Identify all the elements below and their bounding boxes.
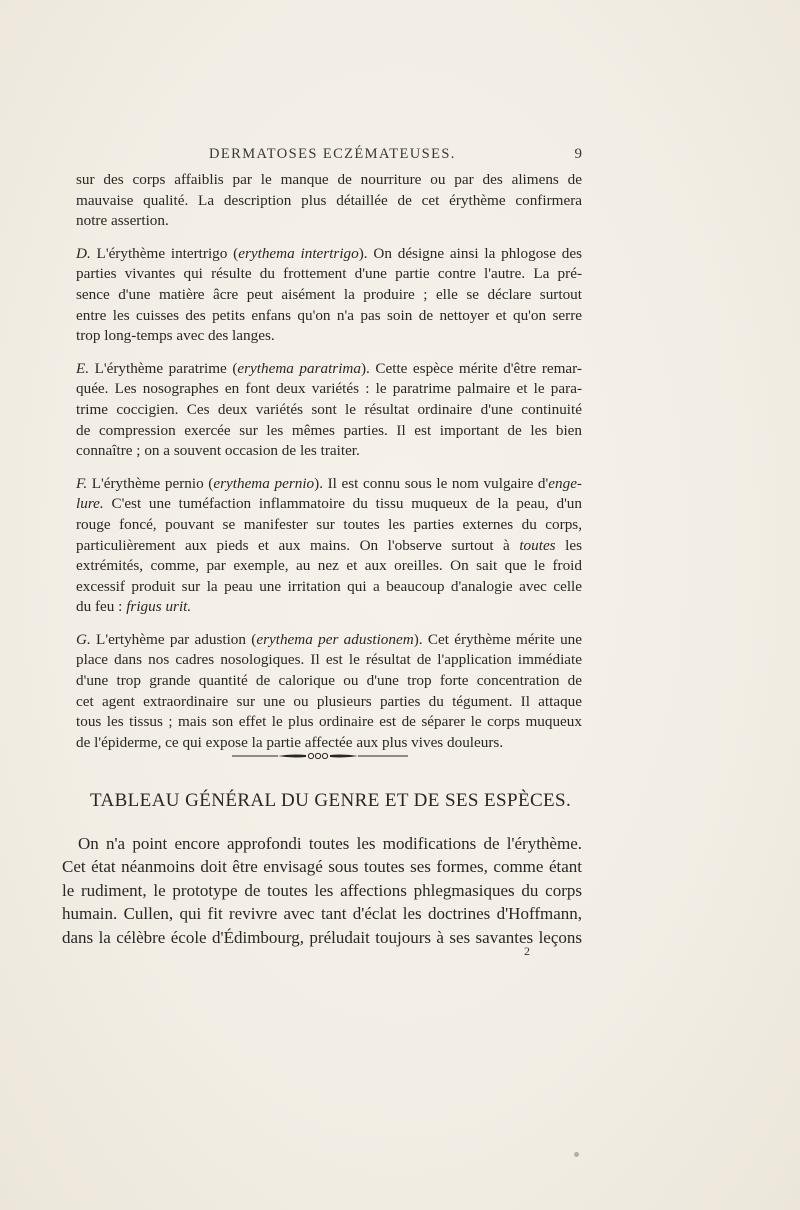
italic-run: erythema pernio [213,474,315,492]
italic-run: toutes [519,536,556,554]
text-line [76,285,582,306]
text-run: rouge foncé, pouvant se manifester sur toutes les parties externes du corps, [76,515,582,533]
paper-speck [574,1152,579,1157]
body-text [76,170,582,765]
section-body [62,832,582,949]
italic-run: E. [76,359,90,377]
text-run: de compression exercée sur les mêmes parties. Il est important de les bien [76,421,582,439]
text-run: d'une trop grande quantité de calorique ou d'une trop forte concentration de [76,672,582,690]
paragraph-E [76,359,582,462]
text-run: L'érythème paratrime ( [89,359,238,377]
text-run: sence d'une matière âcre peut aisément la produire ; elle se déclare surtout [76,285,582,303]
text-run: cet agent extraordinaire sur une ou plusieurs parties du tégument. Il attaque [76,692,582,710]
text-run: particulièrement aux pieds et aux mains. On l'observe surtout à [76,536,520,554]
text-run: ). Il est connu sous le nom vulgaire d' [314,474,549,492]
text-run: L'érythème pernio ( [87,474,214,492]
text-run: extrémités, comme, par exemple, au nez et aux oreilles. On sait que le froid [76,557,582,575]
text-run: notre assertion. [76,212,169,230]
text-line [76,577,582,598]
italic-run: lure. [76,495,104,513]
section-text-line: humain. Cullen, qui fit revivre avec tant d'éclat les doctrines d'Hoffmann, [62,904,582,924]
text-run: les [555,536,582,554]
text-run: mauvaise qualité. La description plus détaillée de cet érythème confirmera [76,191,582,209]
text-line [76,733,582,754]
text-line [76,630,582,651]
text-line [76,306,582,327]
text-line [76,326,582,347]
text-run: trime coccigien. Ces deux variétés sont le résultat ordinaire d'une continuité [76,400,582,418]
text-line [76,597,582,618]
text-line [76,400,582,421]
text-line [76,191,582,212]
text-run: ). Cet érythème mérite une [413,630,583,648]
italic-run: erythema paratrima [237,359,361,377]
text-line [76,692,582,713]
text-run: L'érythème intertrigo ( [90,244,239,262]
italic-run: enge- [548,474,582,492]
text-line [76,379,582,400]
text-run: excessif produit sur la peau une irritation qui a beaucoup d'analogie avec celle [76,577,582,595]
text-run: parties vivantes qui résulte du frottement d'une partie contre l'autre. La pré- [76,265,582,283]
text-line [76,712,582,733]
text-run: du feu : [76,598,127,616]
running-head [76,146,582,166]
text-run: C'est une tuméfaction inflammatoire du tissu muqueux de la peau, d'un [103,495,582,513]
section-text-line: dans la célèbre école d'Édimbourg, préludait toujours à ses savantes leçons [62,927,582,947]
text-line [76,671,582,692]
italic-run: frigus urit. [126,598,192,616]
text-line [76,494,582,515]
text-run: tous les tissus ; mais son effet le plus ordinaire est de séparer le corps muqueux [76,713,582,731]
text-line [76,441,582,462]
signature-mark: 2 [524,944,530,958]
text-line [76,536,582,557]
text-run: quée. Les nosographes en font deux variétés : le paratrime palmaire et le para- [76,380,582,398]
text-line [76,211,582,232]
paragraph-continuation [76,170,582,232]
text-run: sur des corps affaiblis par le manque de nourriture ou par des alimens de [76,171,582,188]
text-run: trop long-temps avec des langes. [76,327,275,345]
text-run: L'ertyhème par adustion ( [90,630,257,648]
ornamental-rule [232,752,408,760]
paragraph-D [76,244,582,347]
text-run: ). On désigne ainsi la phlogose des [358,244,582,262]
text-line [76,421,582,442]
paragraph-F [76,474,582,618]
text-line [76,170,582,191]
text-line [76,264,582,285]
text-run: place dans nos cadres nosologiques. Il est le résultat de l'application immédiate [76,651,582,669]
italic-run: F. [76,474,88,492]
text-run: ). Cette espèce mérite d'être remar- [361,359,582,377]
italic-run: D. [76,244,91,262]
text-line [76,474,582,495]
text-run: connaître ; on a souvent occasion de les traiter. [76,442,360,460]
section-text-line: On n'a point encore approfondi toutes les modifications de l'érythème. [78,834,582,853]
italic-run: G. [76,630,91,648]
text-line [76,515,582,536]
text-run: entre les cuisses des petits enfans qu'on n'a pas soin de nettoyer et qu'on serre [76,306,582,324]
running-title: DERMATOSES ECZÉMATEUSES. [209,146,456,162]
italic-run: erythema per adustionem [256,630,414,648]
text-run: de l'épiderme, ce qui expose la partie affectée aux plus vives douleurs. [76,733,504,751]
text-line [76,650,582,671]
section-title: TABLEAU GÉNÉRAL DU GENRE ET DE SES ESPÈCES. [90,790,572,811]
section-text-line: Cet état néanmoins doit être envisagé sous toutes ses formes, comme étant [62,857,582,877]
page-number: 9 [574,146,582,162]
paragraph-G [76,630,582,754]
text-line [76,359,582,380]
text-line [76,556,582,577]
text-line [76,244,582,265]
section-text-line: le rudiment, le prototype de toutes les affections phlegmasiques du corps [62,880,582,900]
italic-run: erythema intertrigo [238,244,359,262]
